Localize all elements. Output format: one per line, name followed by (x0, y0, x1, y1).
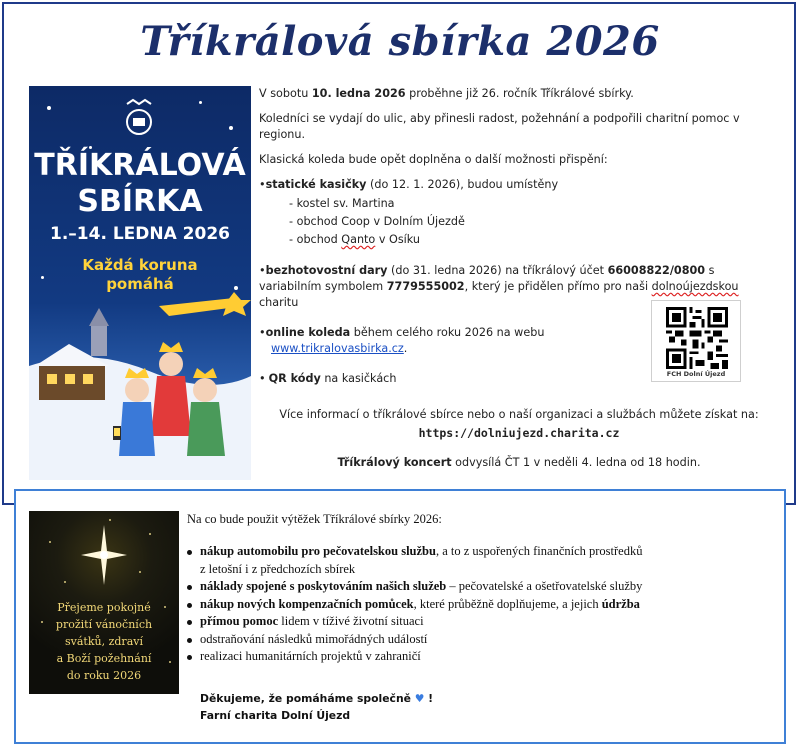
list-item: realizaci humanitárních projektů v zahraničí (187, 648, 747, 666)
qr-code-icon (665, 307, 729, 369)
three-kings-illustration (29, 286, 251, 480)
list-item: přímou pomoc lidem v tíživé životní situaci (187, 613, 747, 631)
more-info-text: Více informací o tříkrálové sbírce nebo o naší organizaci a službách můžete získat na: (279, 408, 759, 421)
thanks-line: Děkujeme, že pomáháme společně ♥ ! (200, 692, 434, 705)
campaign-poster (29, 86, 251, 480)
location-item: - kostel sv. Martina (289, 197, 395, 210)
poster-title-line1: TŘÍKRÁLOVÁ (34, 148, 246, 183)
concert-info: Tříkrálový koncert odvysílá ČT 1 v neděli 4. ledna od 18 hodin. (337, 456, 701, 469)
qr-caption: FCH Dolní Újezd (666, 370, 726, 378)
greeting-text: Přejeme pokojné prožití vánočních svátků, zdraví a Boží požehnání do roku 2026 (55, 601, 153, 682)
charity-logo-icon (123, 98, 155, 138)
christmas-star-icon (81, 525, 127, 585)
poster-dates: 1.–14. LEDNA 2026 (50, 224, 230, 244)
proceeds-intro: Na co bude použit výtěžek Tříkrálové sbírky 2026: (187, 512, 442, 526)
trikralova-sbirka-link[interactable]: www.trikralovasbirka.cz (271, 342, 404, 355)
option-online: •online koleda během celého roku 2026 na webu www.trikralovasbirka.cz. (259, 326, 545, 355)
list-item: odstraňování následků mimořádných událostí (187, 631, 747, 649)
poster-slogan-line2: pomáhá (106, 275, 174, 293)
intro-paragraph: V sobotu 10. ledna 2026 proběhne již 26. ročník Tříkrálové sbírky. (259, 87, 634, 100)
christmas-greeting-card (29, 511, 179, 694)
account-number: 66008822/0800 (607, 264, 706, 277)
usage-list (187, 543, 747, 666)
list-item: nákup nových kompenzačních pomůcek, které průběžně doplňujeme, a jejich údržba (187, 596, 747, 614)
charity-url[interactable]: https://dolniujezd.charita.cz (418, 426, 620, 440)
thanks-signature (200, 690, 433, 724)
option-cashless: •bezhotovostní dary (do 31. ledna 2026) na tříkrálový účet 66008822/0800 s variabilním symbolem 7779555002, který je přidělen přímo pro naši dolnoújezdskou charitu (259, 264, 739, 309)
variable-symbol: 7779555002 (386, 280, 465, 293)
heart-icon: ♥ (414, 692, 425, 705)
proceeds-usage (187, 512, 747, 666)
qr-code-box (651, 300, 741, 382)
carolers-paragraph: Koledníci se vydají do ulic, aby přinesli radost, požehnání a podpořili charitní pomoc v regionu. (259, 112, 740, 141)
list-item: nákup automobilu pro pečovatelskou službu, a to z uspořených finančních prostředků z letošní i z předchozích sbírek (187, 543, 747, 578)
location-item: - obchod Qanto v Osíku (289, 233, 420, 246)
option-qr: • QR kódy na kasičkách (259, 372, 397, 385)
static-box-locations (259, 195, 779, 249)
list-item: náklady spojené s poskytováním našich služeb – pečovatelské a ošetřovatelské služby (187, 578, 747, 596)
poster-slogan-line1: Každá koruna (82, 256, 198, 274)
options-paragraph: Klasická koleda bude opět doplněna o další možnosti přispění: (259, 153, 608, 166)
option-static-boxes: •statické kasičky (do 12. 1. 2026), budou umístěny (259, 178, 559, 191)
location-item: - obchod Coop v Dolním Újezdě (289, 215, 465, 228)
page-title: Tříkrálová sbírka 2026 (140, 18, 660, 65)
signature: Farní charita Dolní Újezd (200, 709, 351, 722)
poster-title-line2: SBÍRKA (77, 184, 203, 219)
